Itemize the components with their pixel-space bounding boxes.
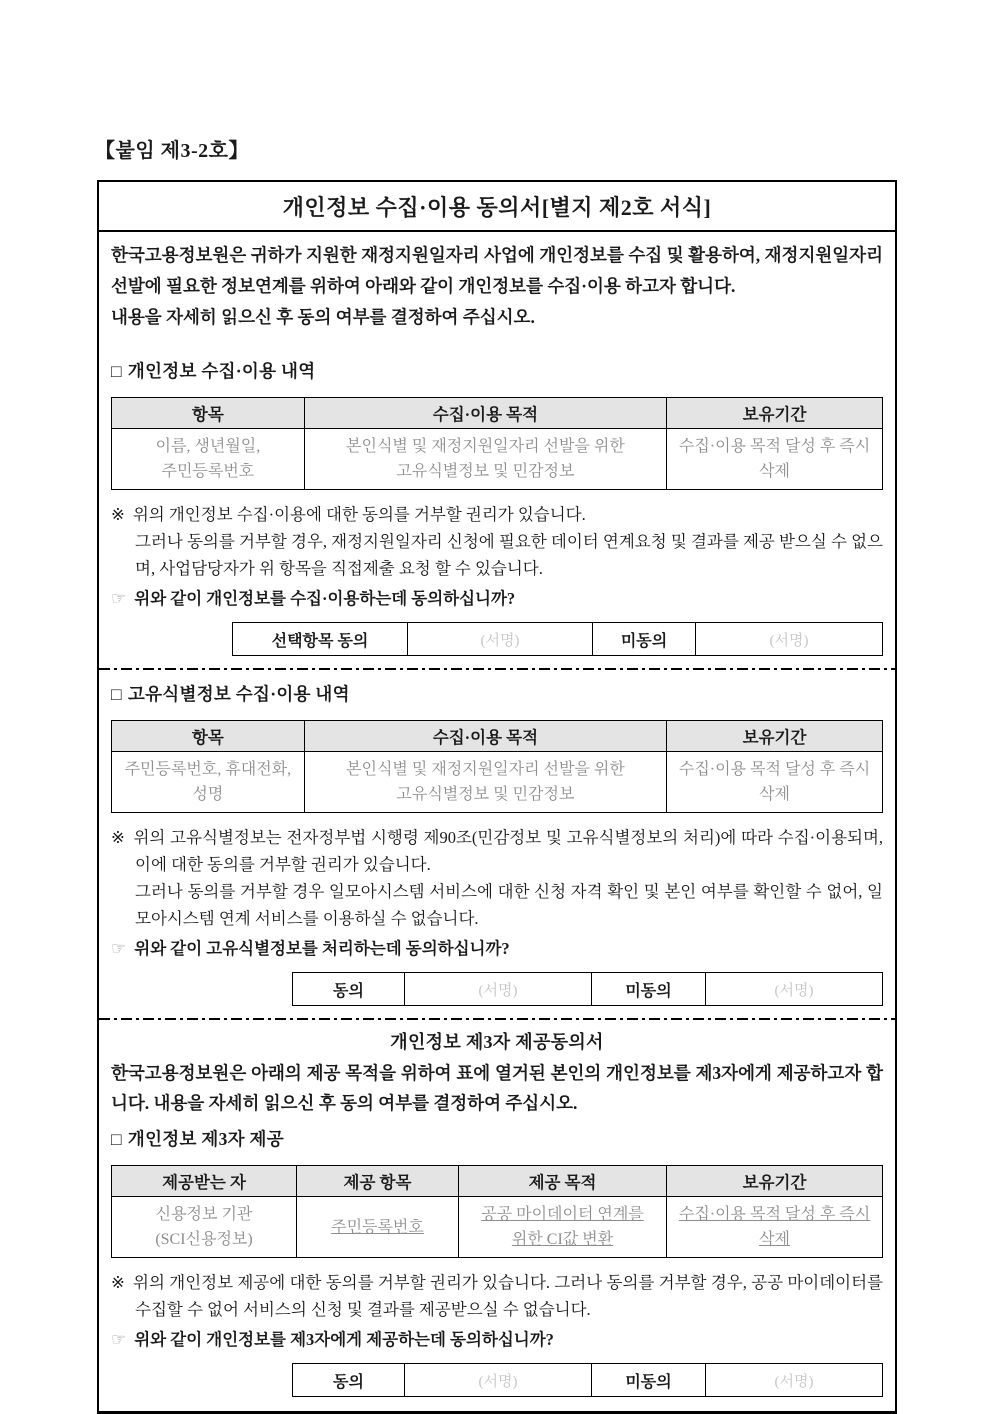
reference-mark-icon: ※ — [111, 1273, 126, 1292]
section1-agree-signature-field[interactable]: (서명) — [408, 623, 593, 656]
section3-sign-row — [293, 1364, 883, 1397]
document-content — [99, 232, 895, 1411]
section3-sign-table — [292, 1363, 883, 1397]
section2-heading — [111, 681, 883, 706]
section2-note-2: 그러나 동의를 거부할 경우 일모아시스템 서비스에 대한 신청 자격 확인 및 본인 여부를 확인할 수 없어, 일모아시스템 연계 서비스를 이용하실 수 없습니다. — [135, 882, 883, 928]
section1-disagree-label: 미동의 — [593, 623, 696, 656]
section1-table — [111, 397, 883, 490]
section2-table-data-row — [112, 752, 883, 813]
section3-disagree-signature-field[interactable]: (서명) — [706, 1364, 883, 1397]
section3-table — [111, 1165, 883, 1258]
section3-cell-retention: 수집·이용 목적 달성 후 즉시 삭제 — [667, 1197, 883, 1258]
section3-intro: 한국고용정보원은 아래의 제공 목적을 위하여 표에 열거된 본인의 개인정보를 제3자에게 제공하고자 합니다. 내용을 자세히 읽으신 후 동의 여부를 결정하여 주십시오. — [111, 1063, 883, 1113]
pointing-hand-icon: ☞ — [111, 589, 127, 608]
section1-cell-retention: 수집·이용 목적 달성 후 즉시 삭제 — [667, 429, 883, 490]
section1-col-purpose: 수집·이용 목적 — [304, 398, 666, 429]
section2-cell-items: 주민등록번호, 휴대전화, 성명 — [112, 752, 305, 813]
section2-col-purpose: 수집·이용 목적 — [304, 721, 666, 752]
section2-notes — [111, 824, 883, 932]
section1-col-items: 항목 — [112, 398, 305, 429]
section1-sign-table — [232, 622, 883, 656]
section1-agree-label: 선택항목 동의 — [233, 623, 408, 656]
section1-table-data-row — [112, 429, 883, 490]
section1-disagree-signature-field[interactable]: (서명) — [696, 623, 883, 656]
section3-col-purpose: 제공 목적 — [458, 1166, 666, 1197]
section3-heading-label: 개인정보 제3자 제공 — [127, 1129, 284, 1149]
section2-note-1 — [111, 824, 883, 878]
section2-table — [111, 720, 883, 813]
checkbox-marker-icon: □ — [111, 361, 122, 381]
dash-dot-divider — [99, 668, 895, 670]
section2-agree-label: 동의 — [293, 973, 405, 1006]
consent-form-box — [97, 180, 897, 1414]
section1-note-2: 그러나 동의를 거부할 경우, 재정지원일자리 신청에 필요한 데이터 연계요청 및 결과를 제공 받으실 수 없으며, 사업담당자가 위 항목을 직접제출 요청 할 수 있습니다. — [135, 532, 883, 578]
section2-cell-purpose: 본인식별 및 재정지원일자리 선발을 위한 고유식별정보 및 민감정보 — [304, 752, 666, 813]
intro-paragraph: 한국고용정보원은 귀하가 지원한 재정지원일자리 사업에 개인정보를 수집 및 활용하여, 재정지원일자리 선발에 필요한 정보연계를 위하여 아래와 같이 개인정보를 수집·이용 하고자 합니다. — [111, 245, 883, 296]
section3-agree-label: 동의 — [293, 1364, 405, 1397]
section3-question-text: 위와 같이 개인정보를 제3자에게 제공하는데 동의하십니까? — [134, 1330, 554, 1349]
section3-table-data-row — [112, 1197, 883, 1258]
pointing-hand-icon: ☞ — [111, 939, 127, 958]
section3-col-retention: 보유기간 — [667, 1166, 883, 1197]
section1-heading-label: 개인정보 수집·이용 내역 — [127, 361, 316, 381]
section2-disagree-signature-field[interactable]: (서명) — [706, 973, 883, 1006]
section2-question-text: 위와 같이 고유식별정보를 처리하는데 동의하십니까? — [134, 939, 510, 958]
section3-col-recipient: 제공받는 자 — [112, 1166, 297, 1197]
reference-mark-icon: ※ — [111, 828, 126, 847]
reference-mark-icon: ※ — [111, 505, 125, 524]
section3-table-header-row — [112, 1166, 883, 1197]
section1-note-1-text: 위의 개인정보 수집·이용에 대한 동의를 거부할 권리가 있습니다. — [132, 505, 586, 524]
section3-agree-signature-field[interactable]: (서명) — [405, 1364, 592, 1397]
section3-cell-purpose: 공공 마이데이터 연계를 위한 CI값 변환 — [458, 1197, 666, 1258]
section3-question — [111, 1326, 883, 1354]
section2-col-retention: 보유기간 — [667, 721, 883, 752]
section3-col-items: 제공 항목 — [297, 1166, 459, 1197]
checkbox-marker-icon: □ — [111, 684, 122, 704]
section1-cell-purpose: 본인식별 및 재정지원일자리 선발을 위한 고유식별정보 및 민감정보 — [304, 429, 666, 490]
third-party-consent-title: 개인정보 제3자 제공동의서 — [390, 1032, 604, 1052]
section3-note-1-text: 위의 개인정보 제공에 대한 동의를 거부할 권리가 있습니다. 그러나 동의를 거부할 경우, 공공 마이데이터를 수집할 수 없어 서비스의 신청 및 결과를 제공받으실 수 없습니다. — [133, 1273, 883, 1319]
section1-col-retention: 보유기간 — [667, 398, 883, 429]
document-title: 개인정보 수집·이용 동의서[별지 제2호 서식] — [99, 182, 895, 232]
section1-sign-row — [233, 623, 883, 656]
section1-question — [111, 585, 883, 613]
section2-sign-row — [293, 973, 883, 1006]
attachment-label: 【붙임 제3-2호】 — [95, 140, 249, 162]
section3-disagree-label: 미동의 — [592, 1364, 706, 1397]
section3-notes — [111, 1269, 883, 1323]
dash-dot-divider — [99, 1018, 895, 1020]
pointing-hand-icon: ☞ — [111, 1330, 127, 1349]
section1-cell-items: 이름, 생년월일, 주민등록번호 — [112, 429, 305, 490]
section2-agree-signature-field[interactable]: (서명) — [405, 973, 592, 1006]
section2-col-items: 항목 — [112, 721, 305, 752]
intro-instruction: 내용을 자세히 읽으신 후 동의 여부를 결정하여 주십시오. — [111, 307, 535, 327]
section1-notes — [111, 501, 883, 582]
section1-heading — [111, 358, 883, 383]
section1-note-1 — [111, 501, 883, 528]
section1-question-text: 위와 같이 개인정보를 수집·이용하는데 동의하십니까? — [134, 589, 516, 608]
section3-cell-recipient: 신용정보 기관(SCI신용정보) — [112, 1197, 297, 1258]
section2-sign-table — [292, 972, 883, 1006]
section2-cell-retention: 수집·이용 목적 달성 후 즉시 삭제 — [667, 752, 883, 813]
section2-disagree-label: 미동의 — [592, 973, 706, 1006]
section3-heading — [111, 1126, 883, 1151]
checkbox-marker-icon: □ — [111, 1129, 122, 1149]
section2-note-1-text: 위의 고유식별정보는 전자정부법 시행령 제90조(민감정보 및 고유식별정보의 처리)에 따라 수집·이용되며, 이에 대한 동의를 거부할 권리가 있습니다. — [133, 828, 884, 874]
section3-note-1 — [111, 1269, 883, 1323]
section2-question — [111, 935, 883, 963]
section2-heading-label: 고유식별정보 수집·이용 내역 — [127, 684, 350, 704]
section3-cell-items: 주민등록번호 — [297, 1197, 459, 1258]
section2-table-header-row — [112, 721, 883, 752]
section1-table-header-row — [112, 398, 883, 429]
